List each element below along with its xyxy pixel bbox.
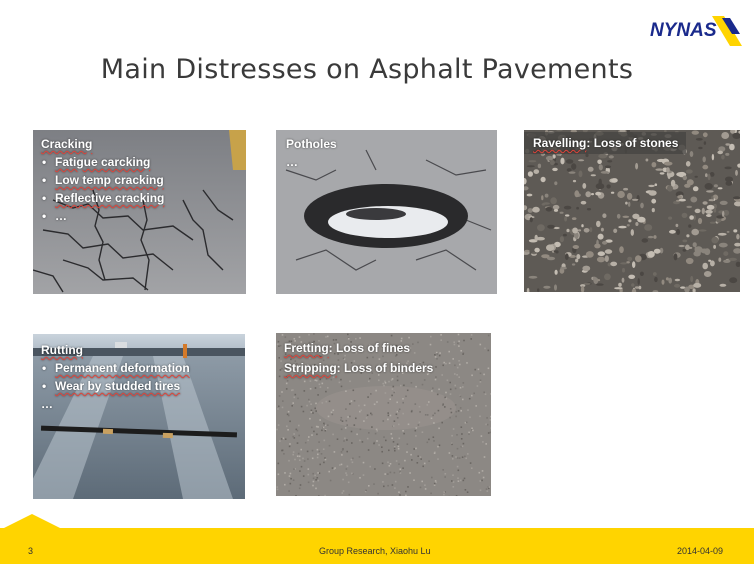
footer-tab (4, 514, 60, 528)
potholes-ellipsis: … (286, 155, 298, 169)
stripping-desc: : Loss of binders (336, 361, 434, 375)
cracking-heading: Cracking (41, 137, 93, 151)
list-item: • … (41, 207, 164, 225)
cracking-photo (33, 130, 246, 294)
rutting-ellipsis: … (41, 397, 53, 411)
potholes-heading: Potholes (286, 137, 337, 151)
nynas-logo (650, 10, 742, 50)
fretting-desc: : Loss of fines (328, 341, 411, 355)
cracking-list (41, 153, 164, 225)
rutting-heading: Rutting (41, 343, 83, 357)
ravelling-photo (524, 130, 740, 292)
list-item: • Reflective cracking (41, 189, 164, 207)
list-item: • Permanent deformation (41, 359, 190, 377)
rutting-list (41, 359, 190, 395)
ravelling-desc: : Loss of stones (586, 136, 679, 150)
rutting-photo (33, 334, 245, 499)
list-item: • Fatigue carcking (41, 153, 164, 171)
list-item: • Wear by studded tires (41, 377, 190, 395)
slide-title: Main Distresses on Asphalt Pavements (100, 54, 634, 85)
footer-date: 2014-04-09 (677, 546, 724, 556)
page-number: 3 (28, 546, 34, 556)
ravelling-term: Ravelling (533, 136, 587, 150)
stripping-term: Stripping (284, 361, 337, 375)
footer-credit: Group Research, Xiaohu Lu (319, 546, 431, 556)
logo-wordmark: NYNAS (650, 20, 717, 41)
fretting-photo (276, 333, 491, 496)
list-item: • Low temp cracking (41, 171, 164, 189)
fretting-term: Fretting (284, 341, 329, 355)
potholes-photo (276, 130, 497, 294)
